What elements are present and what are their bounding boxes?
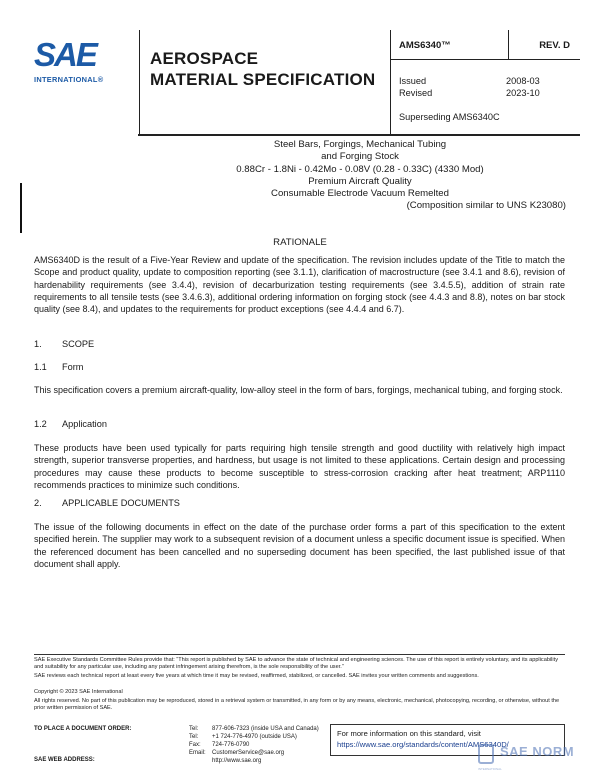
- section-2-heading: [34, 498, 180, 508]
- fax-value: 724-776-0790: [212, 742, 250, 748]
- spec-title-line2: MATERIAL SPECIFICATION: [150, 70, 376, 89]
- web-label: SAE WEB ADDRESS:: [34, 757, 95, 763]
- revision-label: REV. D: [539, 40, 570, 51]
- section-number: 1.2: [34, 419, 47, 429]
- tel2-label: Tel:: [189, 734, 199, 740]
- subtitle-line: Consumable Electrode Vacuum Remelted: [271, 188, 449, 200]
- stamp-logo-icon: [478, 744, 494, 764]
- tel-label: Tel:: [189, 726, 199, 732]
- header-rule: [138, 134, 580, 136]
- section-number: 1.1: [34, 362, 47, 372]
- section-title: SCOPE: [62, 339, 95, 349]
- rationale-text: AMS6340D is the result of a Five-Year Review and update of the specification. The revision includes update of the Title to match the Scope and product quality, update to composition reporting (see 3.1.1), clarification of macrostructure (see 3.4.1 and 8.6), revision of hardenability requirements (see 3.4.4), revision of decarburization testing requirements (see 3.4.5.5), addition of strain rate requirements to all tensile tests (see 3.4.6.3), additional ordering information on forging stock (see 4.4.3 and 8.8), notes on bar stock quality (see 8.4), and updates to the requirements for product exceptions (see 4.4.4 and 6.7).: [34, 255, 565, 315]
- spec-meta: [391, 30, 580, 134]
- sae-logo-sub: INTERNATIONAL®: [34, 75, 104, 84]
- spec-number: AMS6340™: [399, 40, 451, 51]
- section-1-1-heading: [34, 362, 83, 372]
- tel2-value: +1 724-776-4970 (outside USA): [212, 734, 297, 740]
- spec-subtitle: [140, 139, 580, 213]
- section-title: APPLICABLE DOCUMENTS: [62, 498, 180, 508]
- subtitle-line: and Forging Stock: [321, 151, 399, 163]
- section-1-2-text: These products have been used typically for parts requiring high tensile strength and good ductility with relatively high impact strength, superior transverse properties, and hardness, but usage is not limited to these applications. Certain design and processing procedures may cause these products to become susceptible to stress-corrosion cracking after heat treatment; ARP1110 recommends practices to minimize such conditions.: [34, 443, 565, 490]
- footer-review-text: SAE reviews each technical report at least every five years at which time it may be revised, reaffirmed, stabilized, or cancelled. SAE invites your written comments and suggestions.: [34, 673, 479, 679]
- issued-date: 2008-03: [506, 76, 540, 86]
- section-2-text: The issue of the following documents in effect on the date of the purchase order forms a part of this specification to the extent specified herein. The supplier may work to a subsequent revision of a document unless a specific document issue is specified. When the referenced document has been cancelled and no superseding document has been specified, the last published issue of that document shall apply.: [34, 522, 565, 569]
- document-header: [34, 30, 580, 134]
- issued-label: Issued: [399, 76, 427, 86]
- email-label: Email:: [189, 750, 206, 756]
- section-number: 1.: [34, 339, 42, 349]
- section-1-2-heading: [34, 419, 107, 429]
- footer-rights-text: All rights reserved. No part of this publication may be reproduced, stored in a retrieval system or transmitted, in any form or by any means, electronic, mechanical, photocopying, recording, or otherwise, without the prior written permission of SAE.: [34, 698, 560, 711]
- email-link[interactable]: CustomerService@sae.org: [212, 750, 285, 756]
- spec-title-line1: AEROSPACE: [150, 49, 259, 68]
- footer-copyright: Copyright © 2023 SAE International: [34, 689, 123, 695]
- superseding: Superseding AMS6340C: [399, 112, 500, 122]
- footer-rule: [34, 654, 565, 655]
- stamp-sub: INTERNATIONAL: [478, 767, 502, 771]
- spec-title-box: [139, 30, 391, 134]
- fax-label: Fax:: [189, 742, 201, 748]
- tel-value: 877-606-7323 (inside USA and Canada): [212, 726, 319, 732]
- section-title: Application: [62, 419, 107, 429]
- sae-logo-mark: SAE: [34, 36, 96, 73]
- subtitle-line: (Composition similar to UNS K23080): [406, 200, 566, 212]
- section-number: 2.: [34, 498, 42, 508]
- info-url-link[interactable]: https://www.sae.org/standards/content/AMS6340D/: [337, 740, 509, 749]
- revised-label: Revised: [399, 88, 433, 98]
- rationale-heading: RATIONALE: [273, 237, 327, 248]
- section-1-1-text: This specification covers a premium aircraft-quality, low-alloy steel in the form of bars, forgings, mechanical tubing, and forging stock.: [34, 385, 563, 395]
- order-label: TO PLACE A DOCUMENT ORDER:: [34, 726, 132, 732]
- section-title: Form: [62, 362, 84, 372]
- sae-logo: [34, 38, 134, 98]
- stamp-text: SAE NORM: [500, 744, 575, 759]
- change-bar: [20, 183, 22, 233]
- subtitle-line: 0.88Cr - 1.8Ni - 0.42Mo - 0.08V (0.28 - 0.33C) (4330 Mod): [236, 163, 484, 175]
- revised-date: 2023-10: [506, 88, 540, 98]
- saenorm-stamp: [478, 744, 590, 771]
- info-text: For more information on this standard, visit: [337, 729, 481, 738]
- web-link[interactable]: http://www.sae.org: [212, 758, 262, 764]
- subtitle-line: Steel Bars, Forgings, Mechanical Tubing: [273, 139, 447, 150]
- section-1-heading: [34, 339, 94, 349]
- subtitle-line: Premium Aircraft Quality: [308, 175, 412, 187]
- footer-rules-text: SAE Executive Standards Committee Rules provide that: “This report is published by SAE to advance the state of technical and engineering sciences. The use of this report is entirely voluntary, and its applicability and suitability for any particular use, including any patent infringement arising therefrom, is the sole responsibility of the user.”: [34, 657, 559, 670]
